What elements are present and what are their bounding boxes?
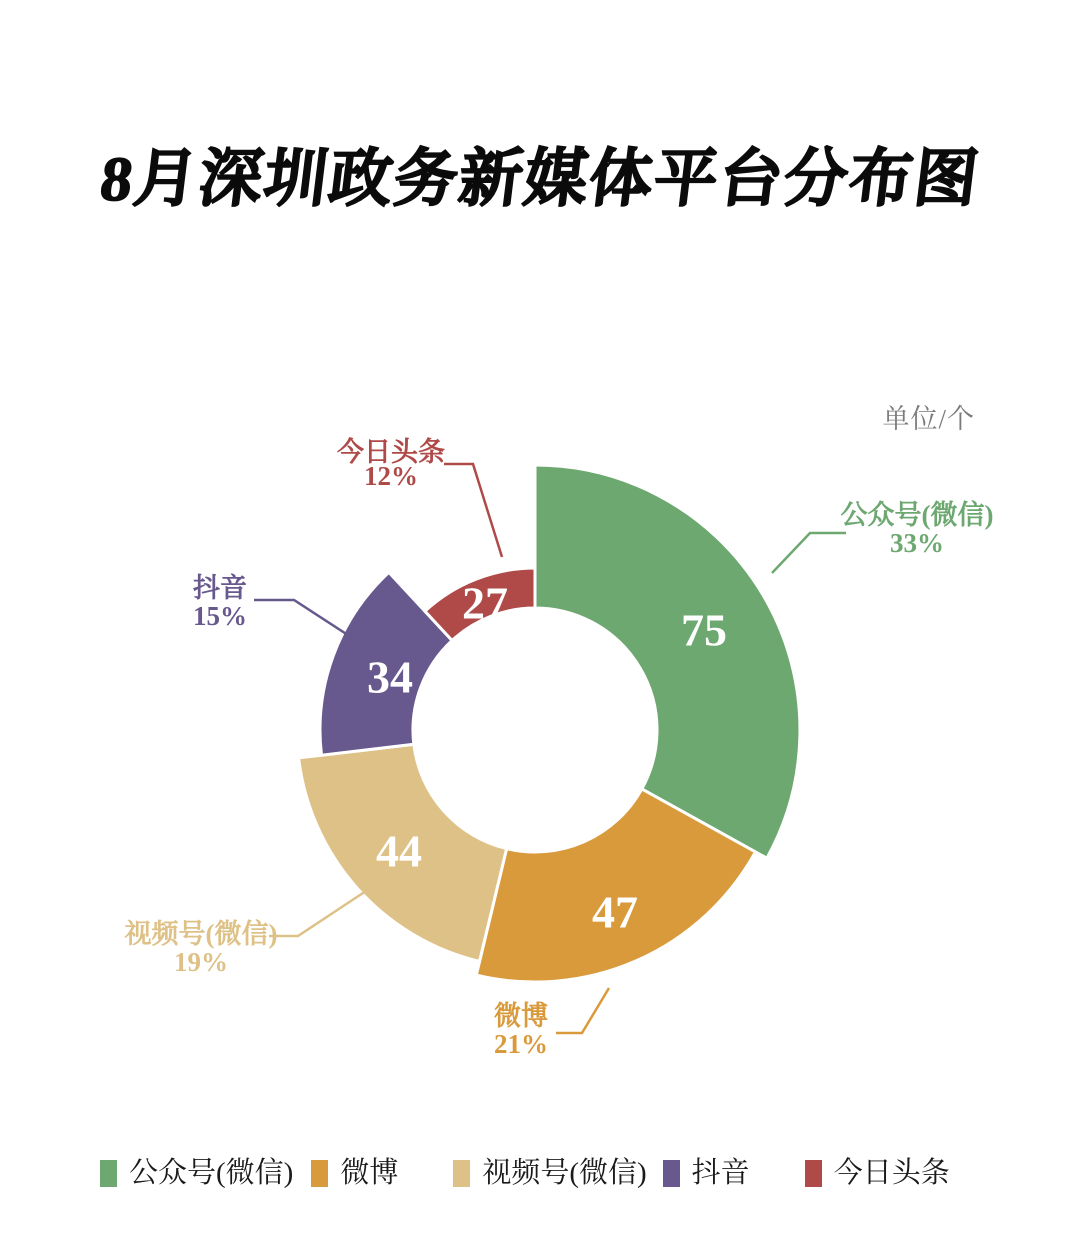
slice-value-toutiao: 27	[462, 577, 508, 629]
slice-value-weibo: 47	[592, 886, 638, 938]
unit-label: 单位/个	[882, 404, 975, 434]
legend-swatch-shipinhao-wechat	[453, 1160, 470, 1187]
legend-swatch-weibo	[311, 1160, 328, 1187]
legend-label-toutiao: 今日头条	[833, 1157, 950, 1189]
legend-item-weibo[interactable]	[311, 1159, 398, 1188]
callout-percent-toutiao: 12%	[364, 461, 418, 491]
callout-label-shipinhao-wechat: 视频号(微信)	[124, 919, 278, 949]
slice-value-gongzhonghao-wechat: 75	[681, 604, 727, 656]
callout-percent-gongzhonghao-wechat: 33%	[890, 528, 944, 558]
callout-percent-douyin: 15%	[193, 601, 247, 631]
legend-label-weibo: 微博	[340, 1157, 399, 1189]
slice-value-shipinhao-wechat: 44	[376, 825, 422, 877]
callout-line-douyin	[254, 600, 354, 639]
legend-item-douyin[interactable]	[663, 1159, 750, 1188]
legend-label-gongzhonghao-wechat: 公众号(微信)	[129, 1157, 294, 1189]
donut-chart	[0, 145, 1080, 1145]
legend-swatch-gongzhonghao-wechat	[100, 1160, 117, 1187]
callout-line-toutiao	[444, 464, 502, 557]
legend-item-shipinhao-wechat[interactable]	[453, 1159, 646, 1188]
callout-line-shipinhao-wechat	[269, 891, 366, 936]
chart-title-text: 8月深圳政务新媒体平台分布图	[96, 144, 984, 214]
callout-line-weibo	[556, 988, 609, 1033]
callout-percent-weibo: 21%	[494, 1029, 548, 1059]
legend-swatch-toutiao	[805, 1160, 822, 1187]
callout-label-toutiao: 今日头条	[337, 437, 445, 467]
legend-swatch-douyin	[663, 1160, 680, 1187]
callout-line-gongzhonghao-wechat	[772, 533, 846, 573]
legend-item-toutiao[interactable]	[805, 1159, 950, 1188]
infographic-root	[0, 144, 1080, 1189]
legend	[100, 1159, 1020, 1188]
slice-value-douyin: 34	[367, 651, 413, 703]
legend-item-gongzhonghao-wechat[interactable]	[100, 1159, 293, 1188]
callout-percent-shipinhao-wechat: 19%	[174, 947, 228, 977]
legend-label-douyin: 抖音	[691, 1157, 750, 1189]
callout-label-gongzhonghao-wechat: 公众号(微信)	[840, 500, 994, 530]
slice-gongzhonghao-wechat[interactable]	[535, 465, 800, 858]
callout-label-weibo: 微博	[494, 1001, 548, 1031]
legend-label-shipinhao-wechat: 视频号(微信)	[482, 1157, 647, 1189]
callout-label-douyin: 抖音	[193, 573, 247, 603]
